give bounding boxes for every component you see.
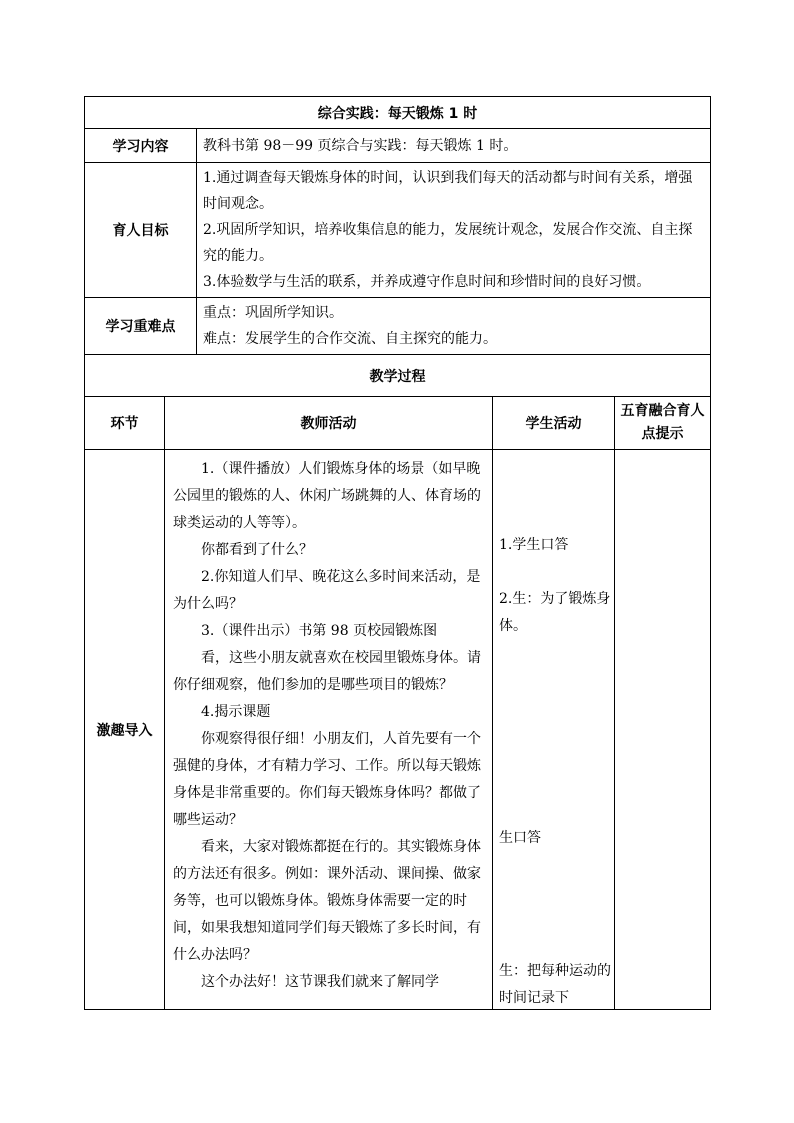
- teacher-paragraph: 1.（课件播放）人们锻炼身体的场景（如早晚公园里的锻炼的人、休闲广场跳舞的人、体育场的球类运动的人等等）。: [173, 461, 481, 531]
- teacher-paragraph: 你观察得很仔细！小朋友们，人首先要有一个强健的身体，才有精力学习、工作。所以每天锻炼身体是非常重要的。你们每天锻炼身体吗？都做了哪些运动？: [173, 731, 481, 828]
- header-student: 学生活动: [493, 397, 615, 450]
- lesson-plan-table: [84, 96, 711, 1010]
- process-title: 教学过程: [85, 355, 711, 397]
- content-text: 教科书第 98－99 页综合与实践：每天锻炼 1 时。: [197, 129, 711, 163]
- student-activity: [493, 450, 615, 1010]
- key-points-text: [197, 298, 711, 355]
- key-point-item: 重点：巩固所学知识。: [203, 305, 343, 321]
- student-answer: 生：把每种运动的时间记录下: [499, 963, 611, 1006]
- student-answer: 2.生：为了锻炼身体。: [499, 591, 611, 634]
- header-stage: 环节: [85, 397, 165, 450]
- goal-item: 2.巩固所学知识，培养收集信息的能力，发展统计观念，发展合作交流、自主探究的能力。: [203, 222, 693, 264]
- stage-name: 激趣导入: [85, 450, 165, 1010]
- teacher-paragraph: 看，这些小朋友就喜欢在校园里锻炼身体。请你仔细观察，他们参加的是哪些项目的锻炼？: [173, 650, 481, 693]
- teacher-paragraph: 这个办法好！这节课我们就来了解同学: [201, 974, 439, 990]
- goals-label: 育人目标: [85, 163, 197, 298]
- teacher-paragraph: 3.（课件出示）书第 98 页校园锻炼图: [201, 623, 438, 639]
- key-points-label: 学习重难点: [85, 298, 197, 355]
- header-teacher: 教师活动: [165, 397, 493, 450]
- teacher-paragraph: 你都看到了什么？: [201, 542, 313, 558]
- teacher-activity: [165, 450, 493, 1010]
- content-label: 学习内容: [85, 129, 197, 163]
- teacher-paragraph: 4.揭示课题: [201, 704, 271, 720]
- goals-text: [197, 163, 711, 298]
- teacher-paragraph: 看来，大家对锻炼都挺在行的。其实锻炼身体的方法还有很多。例如：课外活动、课间操、做家务等，也可以锻炼身体。锻炼身体需要一定的时间，如果我想知道同学们每天锻炼了多长时间，有什么办法吗？: [173, 839, 481, 963]
- header-tips: 五育融合育人点提示: [615, 397, 711, 450]
- goal-item: 1.通过调查每天锻炼身体的时间，认识到我们每天的活动都与时间有关系，增强时间观念。: [203, 170, 693, 212]
- tips-cell: [615, 450, 711, 1010]
- goal-item: 3.体验数学与生活的联系，并养成遵守作息时间和珍惜时间的良好习惯。: [203, 274, 651, 290]
- student-answer: 生口答: [499, 830, 541, 846]
- lesson-title: 综合实践：每天锻炼 1 时: [85, 97, 711, 129]
- student-answer: 1.学生口答: [499, 537, 569, 553]
- teacher-paragraph: 2.你知道人们早、晚花这么多时间来活动，是为什么吗？: [173, 569, 481, 612]
- key-point-item: 难点：发展学生的合作交流、自主探究的能力。: [203, 331, 497, 347]
